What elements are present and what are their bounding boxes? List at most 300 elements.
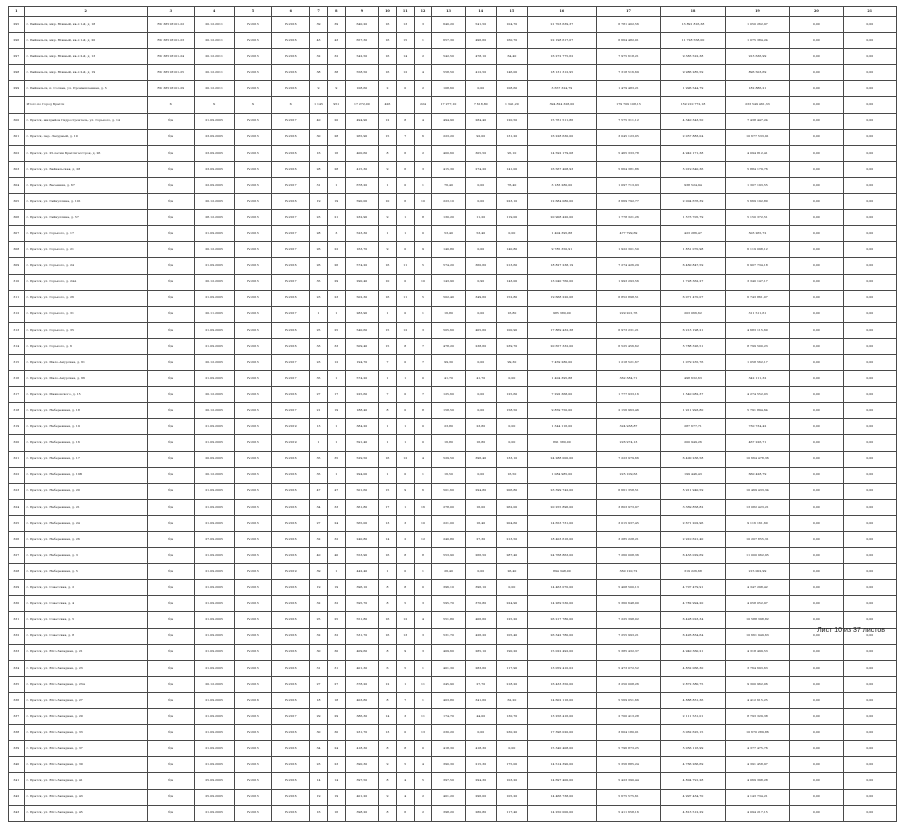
table-cell: 27 [327,676,345,692]
table-cell: 284,40 [465,113,496,129]
address-cell: г. Братск, ул. Гайнуллина, д. 101 [24,194,147,210]
table-cell: 14 250 000,00 [527,805,596,821]
table-cell: 0,00 [465,177,496,193]
table-cell: 21.09.2005 [194,226,234,242]
table-cell: 21.09.2005 [194,483,234,499]
table-cell: 26 [327,258,345,274]
table-cell: 0,00 [790,97,843,113]
table-cell: IV.2016 [272,805,310,821]
table-cell: 8 793 329,38 [725,709,789,725]
table-cell: 35 [310,467,328,483]
table-cell: IV.2016 [272,628,310,644]
table-cell: 24 [327,515,345,531]
table-cell: 1 [310,435,328,451]
table-cell: 16 [379,33,397,49]
table-row [9,644,897,660]
table-cell: 5 056 116,99 [661,741,725,757]
table-cell: 6 664 482,01 [596,33,660,49]
table-cell: 24 288 000,00 [527,451,596,467]
table-cell: 0,00 [790,515,843,531]
table-cell: 0,00 [790,210,843,226]
table-cell: 2 [379,81,397,97]
table-cell: IV.2017 [272,403,310,419]
table-cell: 574,20 [345,258,378,274]
table-cell: 6 [396,194,414,210]
table-cell: 232,90 [345,210,378,226]
table-cell: 320 [9,435,25,451]
table-cell: 7 [396,692,414,708]
table-cell: IV.2015 [234,451,272,467]
table-cell: 290,40 [345,274,378,290]
table-cell: IV.2015 [234,676,272,692]
address-cell: г. Братск, ул. Юго-Западная, д. 37 [24,741,147,757]
table-cell: 0,00 [790,338,843,354]
table-cell: 8 [379,773,397,789]
table-cell: 0,00 [843,49,896,65]
table-cell: 2 700 413,28 [596,709,660,725]
table-cell: 400,60 [345,145,378,161]
table-cell: 478,20 [432,338,465,354]
table-cell: 1 [414,564,432,580]
table-cell: 16 [379,628,397,644]
table-cell: 0,00 [790,725,843,741]
table-cell: 27 [310,515,328,531]
table-cell: 13 040 760,00 [527,274,596,290]
table-cell: 32 [310,49,328,65]
table-cell: IV.2015 [234,145,272,161]
table-cell: 2 872 380,75 [661,676,725,692]
address-cell: г. Братск, ул. Набережная, д. 24 [24,515,147,531]
table-cell: 309 [9,258,25,274]
table-cell: б/н [147,709,194,725]
table-cell: 10 [379,274,397,290]
table-row [9,773,897,789]
table-cell: 4 [396,773,414,789]
table-cell: 6 426 834,64 [661,628,725,644]
table-cell: IV.2016 [234,692,272,708]
table-cell: 41,70 [432,371,465,387]
table-cell: IV.2016 [272,451,310,467]
table-cell: 20.12.2005 [194,354,234,370]
table-cell: 531,70 [432,628,465,644]
table-cell: 0 [396,274,414,290]
table-cell: 5 791 894,64 [725,403,789,419]
table-cell: 0,00 [790,660,843,676]
table-cell: 558,50 [432,65,465,81]
table-cell: 0,00 [790,113,843,129]
table-cell: 26 342 780,00 [527,628,596,644]
table-cell: 509,40 [345,338,378,354]
table-cell: 4 [414,612,432,628]
table-cell: 0,00 [843,290,896,306]
table-cell: 5 [414,258,432,274]
table-cell: 324 [9,499,25,515]
table-cell: IV.2015 [234,290,272,306]
table-cell: 29 [327,274,345,290]
table-cell: 218,20 [496,676,527,692]
table-cell: IV.2017 [272,177,310,193]
table-cell: 6 973 231,21 [596,322,660,338]
address-cell: г. Братск, ул. Юго-Западная, д. 39 [24,757,147,773]
table-cell: 1 [396,210,414,226]
table-cell: IV.2017 [272,210,310,226]
table-cell: IV.2016 [272,532,310,548]
table-cell: 0,00 [465,354,496,370]
table-cell: 0,00 [496,580,527,596]
address-cell: г. Братск, ул. Юго-Западная, д. 29 [24,709,147,725]
table-cell: б/н [147,403,194,419]
table-cell: IV.2015 [234,194,272,210]
table-cell: 0,00 [843,515,896,531]
table-cell: 199 446,43 [661,467,725,483]
table-cell: 223,10 [496,194,527,210]
table-cell: 401,30 [345,660,378,676]
table-cell: 0,00 [465,306,496,322]
table-cell: IV.2016 [272,65,310,81]
table-cell: 384,20 [345,419,378,435]
table-cell: 174,70 [432,709,465,725]
table-cell: IV.2017 [272,274,310,290]
table-cell: 401,20 [345,789,378,805]
table-cell: IV.2016 [272,548,310,564]
table-row [9,676,897,692]
table-cell: 26 [310,242,328,258]
table-cell: 7 260 008,36 [596,548,660,564]
address-cell: г. Братск, ул. Юго-Западная, д. 41 [24,773,147,789]
table-cell: 53,40 [432,226,465,242]
table-cell: RU 38518101-22 [147,17,194,33]
table-cell: 30 [327,644,345,660]
table-cell: 39 [310,17,328,33]
table-cell: 0,00 [496,419,527,435]
table-cell: 32 [310,628,328,644]
table-cell: 0 [414,741,432,757]
address-cell: г. Братск, ул. Юго-Западная, д. 43 [24,789,147,805]
table-cell: 0,00 [465,403,496,419]
table-cell: 0,00 [790,17,843,33]
table-cell: 10 [379,194,397,210]
table-cell: 213,50 [496,532,527,548]
table-cell: 0 [396,403,414,419]
table-row [9,258,897,274]
table-cell: 33 [310,338,328,354]
table-cell: 16,80 [432,306,465,322]
table-cell: 0,00 [790,49,843,65]
table-cell: 28 [310,226,328,242]
table-cell: 175,00 [496,757,527,773]
table-cell: IV.2017 [272,226,310,242]
table-cell: 5 788 326,51 [661,338,725,354]
table-cell: 1 145 [310,97,328,113]
housing-program-table [8,6,897,822]
table-row [9,210,897,226]
table-cell: 5 [396,660,414,676]
address-cell: г. Братск, ул. Гайнуллина, д. 57 [24,210,147,226]
table-cell: 339 [9,741,25,757]
table-cell: 0,00 [843,258,896,274]
table-cell: 265,90 [345,129,378,145]
table-cell: 21.09.2005 [194,644,234,660]
address-cell: г. Байкальск, п. Солзан, ул. Промышленная, д. 5 [24,81,147,97]
table-cell: 28 [327,161,345,177]
table-cell: 0,00 [790,483,843,499]
table-cell: 299 [9,81,25,97]
table-cell: 523,30 [345,226,378,242]
column-number-header-row [9,7,897,17]
column-number-header: 15 [496,7,527,17]
table-cell: б/н [147,725,194,741]
table-cell: 9 [396,644,414,660]
table-row [9,757,897,773]
table-cell: 21.09.2005 [194,628,234,644]
table-cell: 3 604 180,01 [596,725,660,741]
table-cell: 13 256 416,00 [527,709,596,725]
table-cell: 9 [379,242,397,258]
table-cell: 318 [9,403,25,419]
table-cell: 182 886,21 [725,81,789,97]
table-cell [396,97,414,113]
table-cell: 0,00 [843,274,896,290]
table-cell: 1 [414,306,432,322]
table-cell: 4 274 552,03 [725,387,789,403]
table-cell: IV.2015 [234,258,272,274]
table-cell: 0,00 [496,226,527,242]
table-cell: 13 [379,725,397,741]
table-cell: 342 111,32 [725,371,789,387]
table-cell: 221,00 [432,515,465,531]
table-row [9,274,897,290]
table-cell: 27 [310,676,328,692]
table-cell: 913 636,99 [725,49,789,65]
table-cell: 296,00 [465,789,496,805]
table-cell: X [272,97,310,113]
table-cell: 19 [310,580,328,596]
table-cell: 24 768 863,00 [527,548,596,564]
table-cell: 287 677,71 [661,419,725,435]
table-cell: 16 [327,805,345,821]
address-cell: г. Байкальск, мкр. Южный, кв-л 2-й, д. 13 [24,49,147,65]
table-cell: 25 [310,322,328,338]
table-cell: 8 [379,644,397,660]
table-cell: 47 [310,483,328,499]
table-cell: 240,80 [345,532,378,548]
table-cell: 409,60 [345,644,378,660]
table-cell: 23.09.2005 [194,161,234,177]
table-cell: 542,50 [345,49,378,65]
table-cell: 311 [9,290,25,306]
table-cell: 315 [9,354,25,370]
table-cell: 0,00 [843,548,896,564]
table-cell: 16 [379,548,397,564]
table-cell: 5 [414,773,432,789]
table-cell: 108,60 [496,81,527,97]
table-cell: 13 891 816,38 [661,17,725,33]
table-cell: 7 274 426,29 [596,258,660,274]
table-cell: 403,80 [345,692,378,708]
table-cell: 21.09.2005 [194,499,234,515]
table-cell: 13 [379,515,397,531]
table-cell: 38 [327,65,345,81]
table-cell: 553,90 [432,548,465,564]
table-cell: 19 668 220,06 [527,290,596,306]
table-cell: 238,60 [465,338,496,354]
table-cell: 4 942 171,38 [661,145,725,161]
table-cell: 640,20 [432,17,465,33]
table-cell: 16 272 775,62 [527,49,596,65]
table-cell: 39 [310,564,328,580]
table-cell: б/н [147,258,194,274]
table-cell: 3 285 228,21 [596,532,660,548]
table-cell: б/н [147,161,194,177]
table-cell: IV.2015 [234,371,272,387]
table-cell: 0,00 [843,499,896,515]
table-cell: IV.2016 [272,81,310,97]
table-cell: 542,50 [432,49,465,65]
table-cell: 33 [327,338,345,354]
table-cell: IV.2019 [272,435,310,451]
table-cell: 23 [310,210,328,226]
table-cell: 418,30 [432,741,465,757]
table-row [9,306,897,322]
table-cell: 15 [396,33,414,49]
table-cell: 312 [9,306,25,322]
table-cell: 0,00 [843,757,896,773]
table-cell: 0,00 [843,789,896,805]
table-cell: 19 [327,403,345,419]
column-number-header: 17 [596,7,660,17]
table-cell: 0,00 [843,692,896,708]
table-cell: 590,00 [345,194,378,210]
table-cell: 10 661 949,63 [725,628,789,644]
table-cell: 398,20 [432,805,465,821]
table-row [9,628,897,644]
table-cell: б/н [147,564,194,580]
table-cell: IV.2015 [234,741,272,757]
table-cell: 287,40 [496,548,527,564]
table-cell: 13 082 423,21 [725,499,789,515]
table-cell: б/н [147,628,194,644]
table-cell: 0,00 [843,580,896,596]
table-cell: 15 [379,338,397,354]
table-cell: 16 [379,612,397,628]
table-cell: 5 911 940,59 [661,483,725,499]
table-row [9,338,897,354]
address-cell: г. Братск, ул. Набережная, д. 17 [24,451,147,467]
table-cell: IV.2016 [272,773,310,789]
table-cell: 203 066,62 [661,306,725,322]
table-cell: 105,40 [496,628,527,644]
table-row [9,322,897,338]
table-cell: 8 [379,403,397,419]
table-cell: 13 [310,419,328,435]
table-cell: IV.2015 [234,387,272,403]
table-cell: 418,30 [345,741,378,757]
table-cell: б/н [147,773,194,789]
table-cell: 21.09.2005 [194,612,234,628]
column-number-header: 16 [527,7,596,17]
table-cell: б/н [147,290,194,306]
table-cell: 16 [379,451,397,467]
table-cell: 23 [327,290,345,306]
table-cell: 0,00 [843,564,896,580]
table-cell: 9 859 750,00 [527,403,596,419]
table-cell: 478,10 [465,49,496,65]
table-cell: 21.09.2005 [194,725,234,741]
table-cell: 5 796 873,25 [596,741,660,757]
table-cell: 1 [379,306,397,322]
table-cell: 0,00 [843,596,896,612]
table-cell: 4 058 052,97 [725,596,789,612]
table-cell: 4 940 360,21 [661,644,725,660]
table-cell: б/н [147,419,194,435]
table-cell: 4 [414,757,432,773]
table-cell: 21.09.2005 [194,419,234,435]
table-cell: 0,00 [843,194,896,210]
table-cell: 6 781 402,56 [596,17,660,33]
table-cell: 16,50 [432,467,465,483]
table-cell: 16 [414,499,432,515]
table-row [9,290,897,306]
table-cell: IV.2015 [234,644,272,660]
table-cell: 194,70 [345,354,378,370]
table-cell: 5 [396,757,414,773]
table-cell: 14 269 530,00 [527,596,596,612]
table-cell: 4 391 458,97 [725,757,789,773]
table-cell: 22 198 617,07 [527,33,596,49]
table-cell: 13 [396,628,414,644]
table-cell: 531,70 [345,628,378,644]
table-cell: 12 684 080,00 [527,194,596,210]
table-cell: 27 [310,387,328,403]
table-cell: 30 [310,644,328,660]
table-cell: 215,30 [465,757,496,773]
table-cell: 0,00 [790,226,843,242]
table-cell: 5 [396,596,414,612]
table-cell: 304 [9,177,25,193]
table-cell: 225,60 [345,387,378,403]
table-cell: 30 [327,725,345,741]
table-cell: IV.2015 [234,532,272,548]
table-cell: 159 210 772,18 [661,97,725,113]
table-cell: 2 004 676,39 [661,194,725,210]
table-cell: 6 743 861,07 [725,290,789,306]
table-cell: 16 [379,17,397,33]
table-cell: 240,80 [432,532,465,548]
table-cell: IV.2016 [272,741,310,757]
address-cell: г. Братск, ул. Советская, д. 8 [24,628,147,644]
table-cell: 0,00 [843,17,896,33]
table-cell: 1 778 321,26 [596,210,660,226]
table-cell: 6 [396,145,414,161]
table-cell: 6 [396,805,414,821]
table-cell: 0,00 [843,177,896,193]
table-cell: 16 [327,145,345,161]
table-cell: 467 226,71 [725,435,789,451]
table-cell: 409,60 [432,644,465,660]
table-cell: 503 265,72 [725,226,789,242]
table-cell: 317 [9,387,25,403]
table-cell: 2 [396,532,414,548]
table-cell: 99,30 [496,354,527,370]
table-cell: 0,00 [843,451,896,467]
table-cell: 0,00 [790,258,843,274]
table-cell: 574,20 [432,258,465,274]
table-cell: 0,00 [843,97,896,113]
table-cell: 32 [327,628,345,644]
address-cell: г. Братск, ул. Мало-Амурская, д. 66 [24,371,147,387]
address-cell: г. Братск, ул. Горького, д. 31 [24,306,147,322]
table-cell: 20.12.2011 [194,81,234,97]
